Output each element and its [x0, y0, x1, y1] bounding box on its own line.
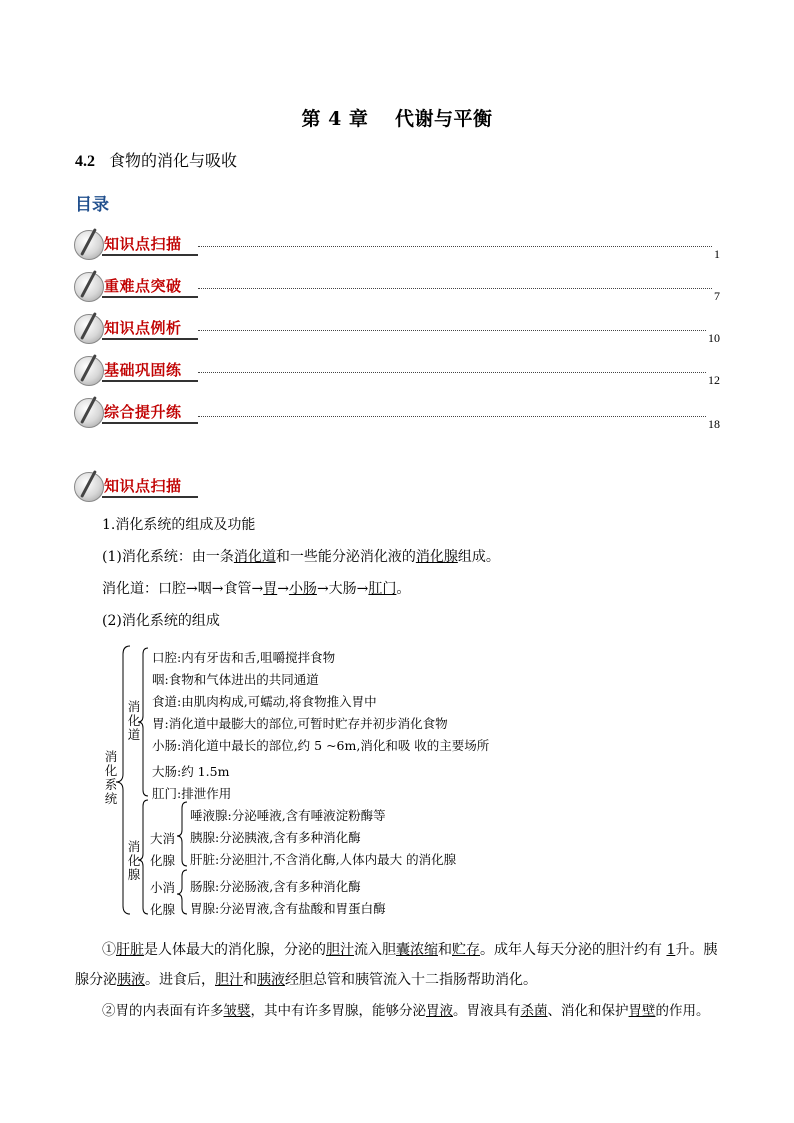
small-gland-item: 肠腺:分泌肠液,含有多种消化酶: [190, 879, 361, 894]
paragraph-5-line-1: ①肝脏是人体最大的消化腺，分泌的胆汁流入胆囊浓缩和贮存。成年人每天分泌的胆汁约有 1升。胰: [102, 942, 718, 958]
toc-heading: 目录: [75, 195, 109, 215]
pen-icon: [74, 314, 104, 344]
small-gland-label: 小消化腺: [150, 880, 176, 917]
toc-item-underline: [102, 380, 198, 382]
tract-item: 大肠:约 1.5m: [152, 764, 230, 779]
pen-icon: [74, 356, 104, 386]
toc-item-underline: [102, 422, 198, 424]
root-label: 消化系统: [104, 749, 118, 806]
toc-item-2[interactable]: [74, 270, 204, 306]
toc-leader: [198, 246, 712, 247]
section-name: 食物的消化与吸收: [109, 151, 238, 170]
tract-label: 消化道: [127, 699, 141, 742]
big-gland-item: 肝脏:分泌胆汁,不含消化酶,人体内最大 的消化腺: [190, 852, 457, 867]
tract-item: 食道:由肌肉构成,可蠕动,将食物推入胃中: [152, 694, 377, 709]
toc-leader: [198, 330, 706, 331]
toc-item-label: 基础巩固练: [104, 361, 182, 379]
paragraph-3: 消化道：口腔→咽→食管→胃→小肠→大肠→肛门。: [102, 581, 411, 597]
paragraph-1: 1.消化系统的组成及功能: [102, 517, 256, 533]
toc-page-number: 10: [708, 331, 720, 345]
toc-item-underline: [102, 254, 198, 256]
big-gland-label: 大消化腺: [150, 831, 176, 868]
tract-item: 小肠:消化道中最长的部位,约 5 ~6m,消化和吸 收的主要场所: [152, 738, 490, 753]
pen-icon: [74, 472, 104, 502]
paragraph-2: (1)消化系统：由一条消化道和一些能分泌消化液的消化腺组成。: [102, 549, 500, 565]
toc-item-4[interactable]: [74, 354, 204, 390]
paragraph-4: (2)消化系统的组成: [102, 613, 220, 629]
tract-item: 口腔:内有牙齿和舌,咀嚼搅拌食物: [152, 650, 336, 665]
pen-icon: [74, 272, 104, 302]
paragraph-6: ②胃的内表面有许多皱襞，其中有许多胃腺，能够分泌胃液。胃液具有杀菌、消化和保护胃壁的作用。: [102, 1003, 710, 1019]
chapter-title: 第 4 章 代谢与平衡: [301, 108, 493, 130]
section-badge-label: 知识点扫描: [104, 477, 182, 495]
toc-page-number: 12: [708, 373, 720, 387]
pen-icon: [74, 398, 104, 428]
paragraph-5-line-2: 腺分泌胰液。进食后，胆汁和胰液经胆总管和胰管流入十二指肠帮助消化。: [75, 972, 537, 988]
toc-leader: [198, 416, 706, 417]
toc-item-label: 知识点例析: [104, 319, 182, 337]
section-badge-underline: [102, 496, 198, 498]
toc-item-label: 重难点突破: [104, 277, 182, 295]
toc-leader: [198, 288, 712, 289]
toc-item-1[interactable]: [74, 228, 204, 264]
section-number: 4.2: [75, 153, 95, 170]
pen-icon: [74, 230, 104, 260]
small-gland-item: 胃腺:分泌胃液,含有盐酸和胃蛋白酶: [190, 901, 386, 916]
toc-item-label: 综合提升练: [104, 403, 182, 421]
section-badge: [74, 470, 204, 506]
toc-page-number: 1: [714, 247, 720, 261]
toc-page-number: 7: [714, 289, 720, 303]
toc-item-label: 知识点扫描: [104, 235, 182, 253]
tract-item: 胃:消化道中最膨大的部位,可暂时贮存并初步消化食物: [152, 716, 448, 731]
toc-item-underline: [102, 338, 198, 340]
big-gland-item: 唾液腺:分泌唾液,含有唾液淀粉酶等: [190, 808, 386, 823]
toc-page-number: 18: [708, 417, 720, 431]
toc-item-underline: [102, 296, 198, 298]
tract-item: 咽:食物和气体进出的共同通道: [152, 672, 319, 687]
gland-label: 消化腺: [127, 839, 141, 882]
section-title: [75, 148, 237, 171]
tract-item: 肛门:排泄作用: [152, 786, 232, 801]
digestive-system-diagram: [100, 644, 520, 922]
toc-leader: [198, 372, 706, 373]
big-gland-item: 胰腺:分泌胰液,含有多种消化酶: [190, 830, 361, 845]
toc-item-5[interactable]: [74, 396, 204, 432]
toc-item-3[interactable]: [74, 312, 204, 348]
